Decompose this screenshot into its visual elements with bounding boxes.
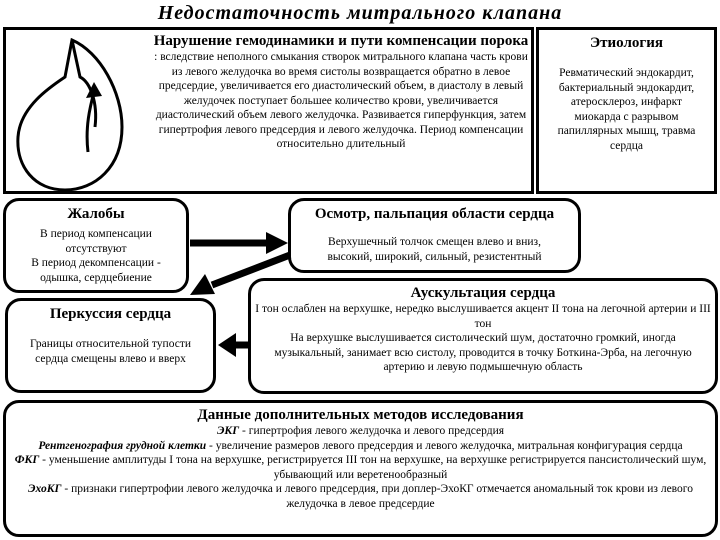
auscultation-line1: I тон ослаблен на верхушке, нередко выслушивается акцент II тона на легочной артерии и III тон <box>255 303 711 330</box>
arrow-complaints-to-inspection <box>190 232 288 254</box>
inspection-heading: Осмотр, пальпация области сердца <box>314 206 555 222</box>
hemodynamics-box <box>3 27 534 194</box>
auscultation-heading: Аускультация сердца <box>410 285 556 301</box>
hemodynamics-text: : вследствие неполного смыкания створок митрального клапана часть крови из левого желудочка во время систолы возвращается обратно в левое предсердие, увеличивается его диастолический объем, в диастолу в левый желудочек поступает большее количество крови, увеличивается диастолический объем левого желудочка. Развивается гиперфункция, затем гипертрофия левого предсердия и левого желудочка. Период компенсации относительно длительный <box>154 51 528 150</box>
percussion-box <box>5 298 216 393</box>
additional-heading: Данные дополнительных методов исследования <box>197 407 524 423</box>
additional-item-pcg: ФКГ - уменьшение амплитуды I тона на верхушке, регистрируется III тон на верхушке, на верхушке регистрируется пансистолический шум, убывающий или веретенообразный <box>14 454 707 481</box>
complaints-line1: В период компенсации отсутствуют <box>40 228 152 255</box>
complaints-box <box>3 198 189 293</box>
heart-diagram-icon <box>10 32 145 192</box>
complaints-line2: В период декомпенсации - одышка, сердцебиение <box>31 257 161 284</box>
percussion-heading: Перкуссия сердца <box>49 306 172 322</box>
inspection-text: Верхушечный толчок смещен влево и вниз, высокий, широкий, сильный, резистентный <box>327 236 542 263</box>
complaints-heading: Жалобы <box>67 206 125 222</box>
additional-item-xray: Рентгенография грудной клетки - увеличение размеров левого предсердия и левого желудочка, митральная конфигурация сердца <box>38 439 683 452</box>
auscultation-line2: На верхушке выслушивается систолический шум, достаточно громкий, иногда музыкальный, занимает всю систолу, проводится в точку Боткина-Эрба, на легочную артерию и левую подмышечную область <box>274 332 692 373</box>
additional-item-ecg: ЭКГ - гипертрофия левого желудочка и левого предсердия <box>216 425 505 437</box>
arrow-auscultation-to-percussion <box>218 333 248 357</box>
etiology-text: Ревматический эндокардит, бактериальный эндокардит, атеросклероз, инфаркт миокарда с разрывом папиллярных мышц, травма сердца <box>557 67 696 152</box>
hemodynamics-heading: Нарушение гемодинамики и пути компенсации порока <box>153 33 529 49</box>
etiology-heading: Этиология <box>590 35 663 51</box>
additional-item-echo: ЭхоКГ - признаки гипертрофии левого желудочка и левого предсердия, при доплер-ЭхоКГ отмечается аномальный ток крови из левого желудочка в левое предсердие <box>28 483 693 510</box>
etiology-box <box>536 27 717 194</box>
percussion-text: Границы относительной тупости сердца смещены влево и вверх <box>29 338 192 365</box>
auscultation-box <box>248 278 718 394</box>
hemodynamics-content <box>151 32 531 152</box>
page-title: Недостаточность митрального клапана <box>157 2 563 24</box>
inspection-box <box>288 198 581 273</box>
additional-methods-box <box>3 400 718 537</box>
